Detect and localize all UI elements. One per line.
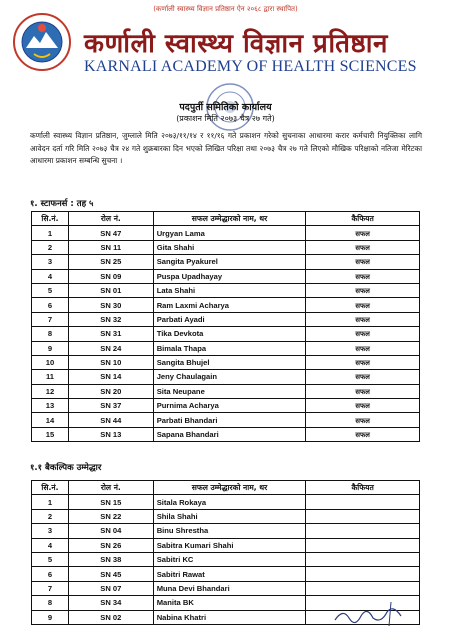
cell-remark (306, 538, 420, 552)
cell-sn: 15 (32, 427, 69, 441)
table-row (32, 341, 420, 355)
cell-remark (306, 524, 420, 538)
cell-roll: SN 09 (68, 269, 153, 283)
cell-sn: 3 (32, 255, 69, 269)
col-roll: रोल नं. (68, 212, 153, 226)
cell-remark (306, 495, 420, 509)
table-row (32, 524, 420, 538)
cell-roll: SN 10 (68, 355, 153, 369)
table-row (32, 255, 420, 269)
cell-roll: SN 44 (68, 413, 153, 427)
table-row (32, 538, 420, 552)
cell-name: Manita BK (153, 596, 306, 610)
cell-name: Muna Devi Bhandari (153, 581, 306, 595)
col-sn: सि.नं. (32, 212, 69, 226)
cell-sn: 10 (32, 355, 69, 369)
cell-remark: सफल (306, 240, 420, 254)
cell-sn: 6 (32, 298, 69, 312)
cell-remark: सफल (306, 399, 420, 413)
cell-roll: SN 24 (68, 341, 153, 355)
cell-roll: SN 11 (68, 240, 153, 254)
cell-name: Tika Devkota (153, 327, 306, 341)
table-row (32, 370, 420, 384)
cell-name: Shila Shahi (153, 509, 306, 523)
cell-roll: SN 31 (68, 327, 153, 341)
cell-sn: 2 (32, 509, 69, 523)
col-name: सफल उम्मेद्धारको नाम, थर (153, 212, 306, 226)
cell-name: Sabitri Rawat (153, 567, 306, 581)
cell-roll: SN 37 (68, 399, 153, 413)
cell-remark (306, 567, 420, 581)
cell-name: Sitala Rokaya (153, 495, 306, 509)
cell-remark: सफल (306, 384, 420, 398)
cell-name: Ram Laxmi Acharya (153, 298, 306, 312)
cell-remark: सफल (306, 355, 420, 369)
table-row (32, 567, 420, 581)
cell-roll: SN 04 (68, 524, 153, 538)
cell-remark: सफल (306, 226, 420, 240)
table-row (32, 312, 420, 326)
cell-sn: 13 (32, 399, 69, 413)
table-row (32, 327, 420, 341)
cell-sn: 9 (32, 341, 69, 355)
cell-sn: 11 (32, 370, 69, 384)
col-name: सफल उम्मेद्धारको नाम, थर (153, 481, 306, 495)
cell-remark: सफल (306, 269, 420, 283)
section-heading-alternate: १.१ बैकल्पिक उम्मेद्धार (30, 463, 102, 473)
table-row (32, 226, 420, 240)
cell-roll: SN 13 (68, 427, 153, 441)
cell-name: Binu Shrestha (153, 524, 306, 538)
cell-remark: सफल (306, 370, 420, 384)
cell-remark (306, 509, 420, 523)
col-roll: रोल नं. (68, 481, 153, 495)
cell-name: Sabitra Kumari Shahi (153, 538, 306, 552)
cell-roll: SN 45 (68, 567, 153, 581)
cell-roll: SN 15 (68, 495, 153, 509)
table-row (32, 427, 420, 441)
cell-sn: 9 (32, 610, 69, 624)
cell-name: Gita Shahi (153, 240, 306, 254)
cell-sn: 8 (32, 327, 69, 341)
cell-roll: SN 25 (68, 255, 153, 269)
table-row (32, 509, 420, 523)
table-row (32, 269, 420, 283)
cell-name: Jeny Chaulagain (153, 370, 306, 384)
cell-sn: 4 (32, 538, 69, 552)
cell-sn: 14 (32, 413, 69, 427)
cell-name: Sangita Pyakurel (153, 255, 306, 269)
section-heading-staff-nurse: १. स्टाफनर्स : तह ५ (30, 199, 94, 209)
institute-name-english: KARNALI ACADEMY OF HEALTH SCIENCES (84, 58, 417, 75)
table-row (32, 298, 420, 312)
cell-name: Purnima Acharya (153, 399, 306, 413)
cell-name: Puspa Upadhayay (153, 269, 306, 283)
cell-roll: SN 26 (68, 538, 153, 552)
cell-sn: 3 (32, 524, 69, 538)
cell-name: Sapana Bhandari (153, 427, 306, 441)
cell-sn: 5 (32, 552, 69, 566)
col-sn: सि.नं. (32, 481, 69, 495)
cell-sn: 1 (32, 495, 69, 509)
table-header-row (32, 481, 420, 495)
cell-sn: 12 (32, 384, 69, 398)
cell-roll: SN 34 (68, 596, 153, 610)
cell-roll: SN 14 (68, 370, 153, 384)
cell-roll: SN 20 (68, 384, 153, 398)
cell-name: Lata Shahi (153, 283, 306, 297)
cell-sn: 2 (32, 240, 69, 254)
notice-intro: कर्णाली स्वास्थ्य विज्ञान प्रतिष्ठान, जुम्लाले मिति २०७३/११/१४ र ११/१६ गते प्रकाशन गरेको सुचनाका आधारमा करार कर्मचारी नियुक्तिका लागि आवेदन दर्ता गरि मिति २०७३ चैत्र २४ गते शुक्रबारका दिन भएको लिखित परिक्षा तथा २०७३ चैत्र २७ गते लिएको मौखिक परिक्षाको नतिजा मेरिटका आधारमा प्रकाशन सम्बन्धि सुचना । (30, 131, 422, 165)
table-row (32, 413, 420, 427)
institute-name-nepali: कर्णाली स्वास्थ्य विज्ञान प्रतिष्ठान (84, 29, 388, 59)
signature-icon (331, 598, 411, 628)
cell-roll: SN 30 (68, 298, 153, 312)
cell-remark: सफल (306, 312, 420, 326)
cell-name: Nabina Khatri (153, 610, 306, 624)
cell-name: Sita Neupane (153, 384, 306, 398)
cell-sn: 7 (32, 581, 69, 595)
cell-roll: SN 38 (68, 552, 153, 566)
cell-remark: सफल (306, 298, 420, 312)
table-row (32, 384, 420, 398)
cell-remark: सफल (306, 427, 420, 441)
table-header-row (32, 212, 420, 226)
cell-remark: सफल (306, 327, 420, 341)
table-body (32, 226, 420, 442)
cell-roll: SN 47 (68, 226, 153, 240)
cell-sn: 4 (32, 269, 69, 283)
cell-sn: 7 (32, 312, 69, 326)
col-remark: कैफियत (306, 212, 420, 226)
table-row (32, 399, 420, 413)
cell-sn: 5 (32, 283, 69, 297)
cell-remark (306, 552, 420, 566)
cell-name: Sangita Bhujel (153, 355, 306, 369)
cell-sn: 8 (32, 596, 69, 610)
col-remark: कैफियत (306, 481, 420, 495)
table-row (32, 552, 420, 566)
cell-remark (306, 581, 420, 595)
cell-remark: सफल (306, 283, 420, 297)
cell-sn: 6 (32, 567, 69, 581)
establishment-note: (कर्णाली स्वास्थ्य विज्ञान प्रतिष्ठान ऐन २०६८ द्वारा स्थापित) (153, 5, 298, 13)
cell-roll: SN 01 (68, 283, 153, 297)
cell-roll: SN 07 (68, 581, 153, 595)
cell-roll: SN 32 (68, 312, 153, 326)
table-row (32, 495, 420, 509)
academy-logo-icon (12, 12, 72, 72)
table-row (32, 283, 420, 297)
publish-date: (प्रकाशन मिति २०७३ चैत्र २७ गते) (176, 114, 275, 123)
table-row (32, 355, 420, 369)
table-row (32, 240, 420, 254)
results-table-staff-nurse (31, 211, 420, 442)
cell-roll: SN 22 (68, 509, 153, 523)
cell-name: Bimala Thapa (153, 341, 306, 355)
cell-sn: 1 (32, 226, 69, 240)
cell-name: Parbati Ayadi (153, 312, 306, 326)
cell-name: Parbati Bhandari (153, 413, 306, 427)
table-row (32, 581, 420, 595)
cell-remark: सफल (306, 341, 420, 355)
office-title: पदपुर्ती समितिको कार्यालय (179, 102, 272, 113)
cell-remark: सफल (306, 413, 420, 427)
cell-name: Urgyan Lama (153, 226, 306, 240)
cell-name: Sabitri KC (153, 552, 306, 566)
cell-remark: सफल (306, 255, 420, 269)
cell-roll: SN 02 (68, 610, 153, 624)
